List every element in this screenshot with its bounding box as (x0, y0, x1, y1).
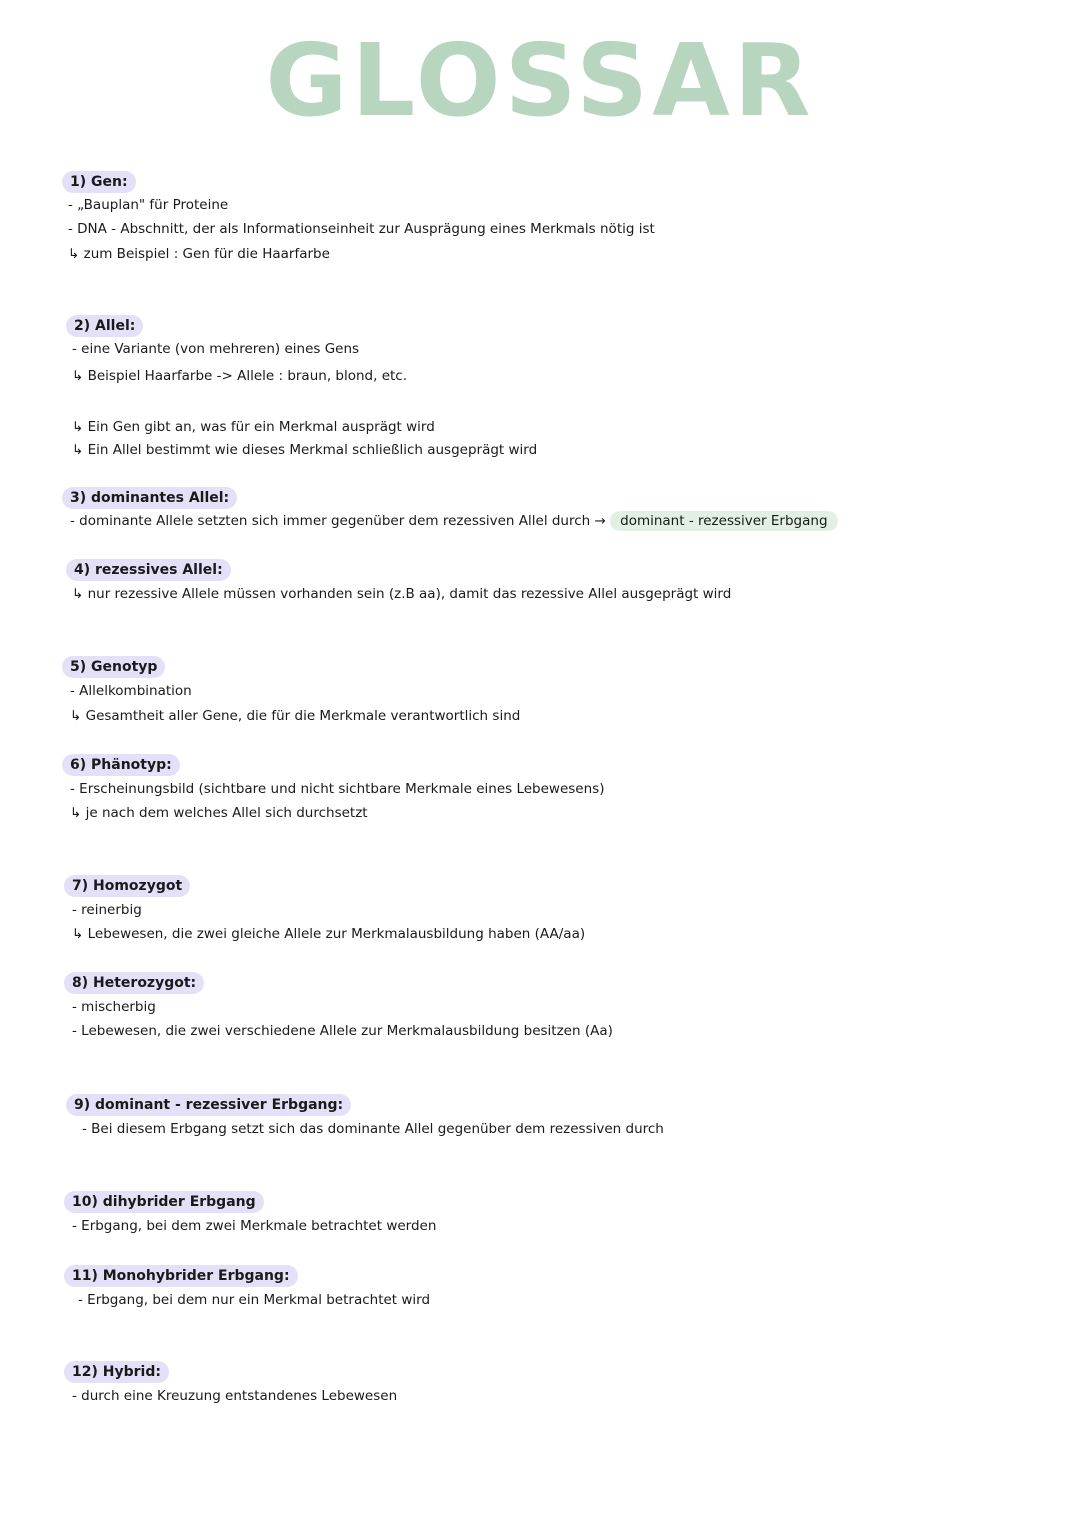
entry-heading: 12) Hybrid: (64, 1361, 169, 1383)
entry-line: ↳ Gesamtheit aller Gene, die für die Merkmale verantwortlich sind (70, 708, 521, 724)
entry-line: ↳ je nach dem welches Allel sich durchsetzt (70, 805, 368, 821)
entry-line: ↳ Lebewesen, die zwei gleiche Allele zur Merkmalausbildung haben (AA/aa) (72, 926, 586, 942)
entry-line: ↳ Beispiel Haarfarbe -> Allele : braun, blond, etc. (72, 368, 408, 384)
entry-heading: 3) dominantes Allel: (62, 487, 237, 509)
entry-line: - Erbgang, bei dem zwei Merkmale betrachtet werden (72, 1218, 437, 1234)
entry-heading: 6) Phänotyp: (62, 754, 180, 776)
entry-line: - durch eine Kreuzung entstandenes Lebewesen (72, 1388, 398, 1404)
entry-line: ↳ Ein Gen gibt an, was für ein Merkmal ausprägt wird (72, 419, 435, 435)
entry-heading: 8) Heterozygot: (64, 972, 204, 994)
entry-heading: 4) rezessives Allel: (66, 559, 231, 581)
entry-heading: 1) Gen: (62, 171, 136, 193)
entry-line: - DNA - Abschnitt, der als Informationseinheit zur Ausprägung eines Merkmals nötig ist (68, 221, 655, 237)
entry-heading: 11) Monohybrider Erbgang: (64, 1265, 298, 1287)
entry-line-text: - dominante Allele setzten sich immer gegenüber dem rezessiven Allel durch → (70, 513, 606, 529)
page-title: GLOSSAR (265, 22, 815, 139)
entry-line: - mischerbig (72, 999, 156, 1015)
entry-heading: 7) Homozygot (64, 875, 190, 897)
entry-heading: 5) Genotyp (62, 656, 165, 678)
term-highlight: dominant - rezessiver Erbgang (610, 511, 837, 531)
entry-line: ↳ Ein Allel bestimmt wie dieses Merkmal schließlich ausgeprägt wird (72, 442, 538, 458)
entry-line: - Erscheinungsbild (sichtbare und nicht sichtbare Merkmale eines Lebewesens) (70, 781, 605, 797)
entry-line: - eine Variante (von mehreren) eines Gens (72, 341, 360, 357)
entry-line: - Allelkombination (70, 683, 192, 699)
entry-heading: 9) dominant - rezessiver Erbgang: (66, 1094, 351, 1116)
entry-line: - reinerbig (72, 902, 142, 918)
entry-heading: 2) Allel: (66, 315, 143, 337)
entry-line (70, 512, 838, 530)
entry-line: ↳ nur rezessive Allele müssen vorhanden sein (z.B aa), damit das rezessive Allel ausgeprägt wird (72, 586, 732, 602)
entry-line: ↳ zum Beispiel : Gen für die Haarfarbe (68, 246, 330, 262)
entry-line: - Bei diesem Erbgang setzt sich das dominante Allel gegenüber dem rezessiven durch (82, 1121, 664, 1137)
entry-line: - Erbgang, bei dem nur ein Merkmal betrachtet wird (78, 1292, 431, 1308)
entry-heading: 10) dihybrider Erbgang (64, 1191, 264, 1213)
entry-line: - „Bauplan" für Proteine (68, 197, 229, 213)
entry-line: - Lebewesen, die zwei verschiedene Allele zur Merkmalausbildung besitzen (Aa) (72, 1023, 613, 1039)
